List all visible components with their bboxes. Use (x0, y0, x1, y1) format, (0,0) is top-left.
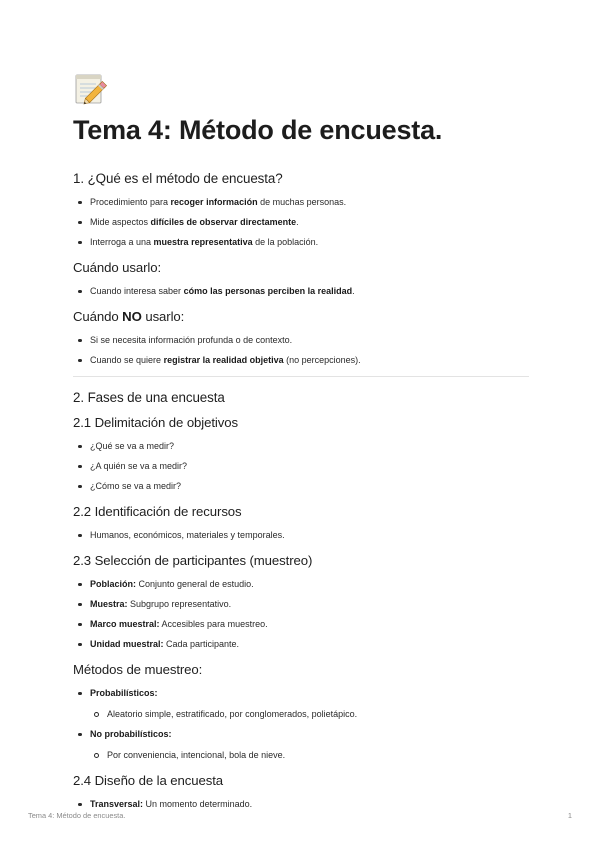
list-item: Unidad muestral: Cada participante. (73, 638, 529, 650)
sampling-methods-heading: Métodos de muestreo: (73, 662, 203, 677)
list-item: Interroga a una muestra representativa de la población. (73, 236, 529, 248)
section-2-3-heading: 2.3 Selección de participantes (muestreo) (73, 553, 313, 568)
list-item: ¿Cómo se va a medir? (73, 480, 529, 492)
list-item: No probabilísticos: Por conveniencia, intencional, bola de nieve. (73, 728, 529, 761)
section-2-1-heading: 2.1 Delimitación de objetivos (73, 415, 238, 430)
list-item: Probabilísticos: Aleatorio simple, estratificado, por conglomerados, polietápico. (73, 687, 529, 720)
memo-pencil-icon (74, 72, 108, 106)
probabilistic-sublist (90, 708, 529, 720)
footer-page-number: 1 (567, 811, 572, 820)
list-item: Si se necesita información profunda o de contexto. (73, 334, 529, 346)
section-2-1-list (73, 440, 529, 492)
section-2-4-heading: 2.4 Diseño de la encuesta (73, 773, 223, 788)
section-2-2-list (73, 529, 529, 541)
list-item: Cuando interesa saber cómo las personas perciben la realidad. (73, 285, 529, 297)
sublist-item: Aleatorio simple, estratificado, por conglomerados, polietápico. (90, 708, 529, 720)
list-item: ¿Qué se va a medir? (73, 440, 529, 452)
section-1-heading: 1. ¿Qué es el método de encuesta? (73, 171, 283, 186)
section-2-2-heading: 2.2 Identificación de recursos (73, 504, 242, 519)
when-not-to-use-list (73, 334, 529, 366)
section-1-list (73, 196, 529, 248)
list-item: Mide aspectos difíciles de observar directamente. (73, 216, 529, 228)
section-2-3-list (73, 578, 529, 650)
list-item: Cuando se quiere registrar la realidad objetiva (no percepciones). (73, 354, 529, 366)
page-title: Tema 4: Método de encuesta. (73, 115, 443, 145)
section-2-heading: 2. Fases de una encuesta (73, 390, 225, 405)
sublist-item: Por conveniencia, intencional, bola de nieve. (90, 749, 529, 761)
list-item: Muestra: Subgrupo representativo. (73, 598, 529, 610)
list-item: Población: Conjunto general de estudio. (73, 578, 529, 590)
when-to-use-heading: Cuándo usarlo: (73, 260, 162, 275)
when-to-use-list (73, 285, 529, 297)
document-page (73, 72, 529, 810)
when-not-to-use-heading: Cuándo NO usarlo: (73, 309, 185, 324)
list-item: Transversal: Un momento determinado. (73, 798, 529, 810)
list-item: ¿A quién se va a medir? (73, 460, 529, 472)
list-item: Humanos, económicos, materiales y temporales. (73, 529, 529, 541)
non-probabilistic-sublist (90, 749, 529, 761)
section-divider (73, 376, 529, 377)
section-2-4-list (73, 798, 529, 810)
footer-title: Tema 4: Método de encuesta. (28, 811, 126, 820)
sampling-methods-list (73, 687, 529, 761)
list-item: Marco muestral: Accesibles para muestreo. (73, 618, 529, 630)
list-item: Procedimiento para recoger información de muchas personas. (73, 196, 529, 208)
